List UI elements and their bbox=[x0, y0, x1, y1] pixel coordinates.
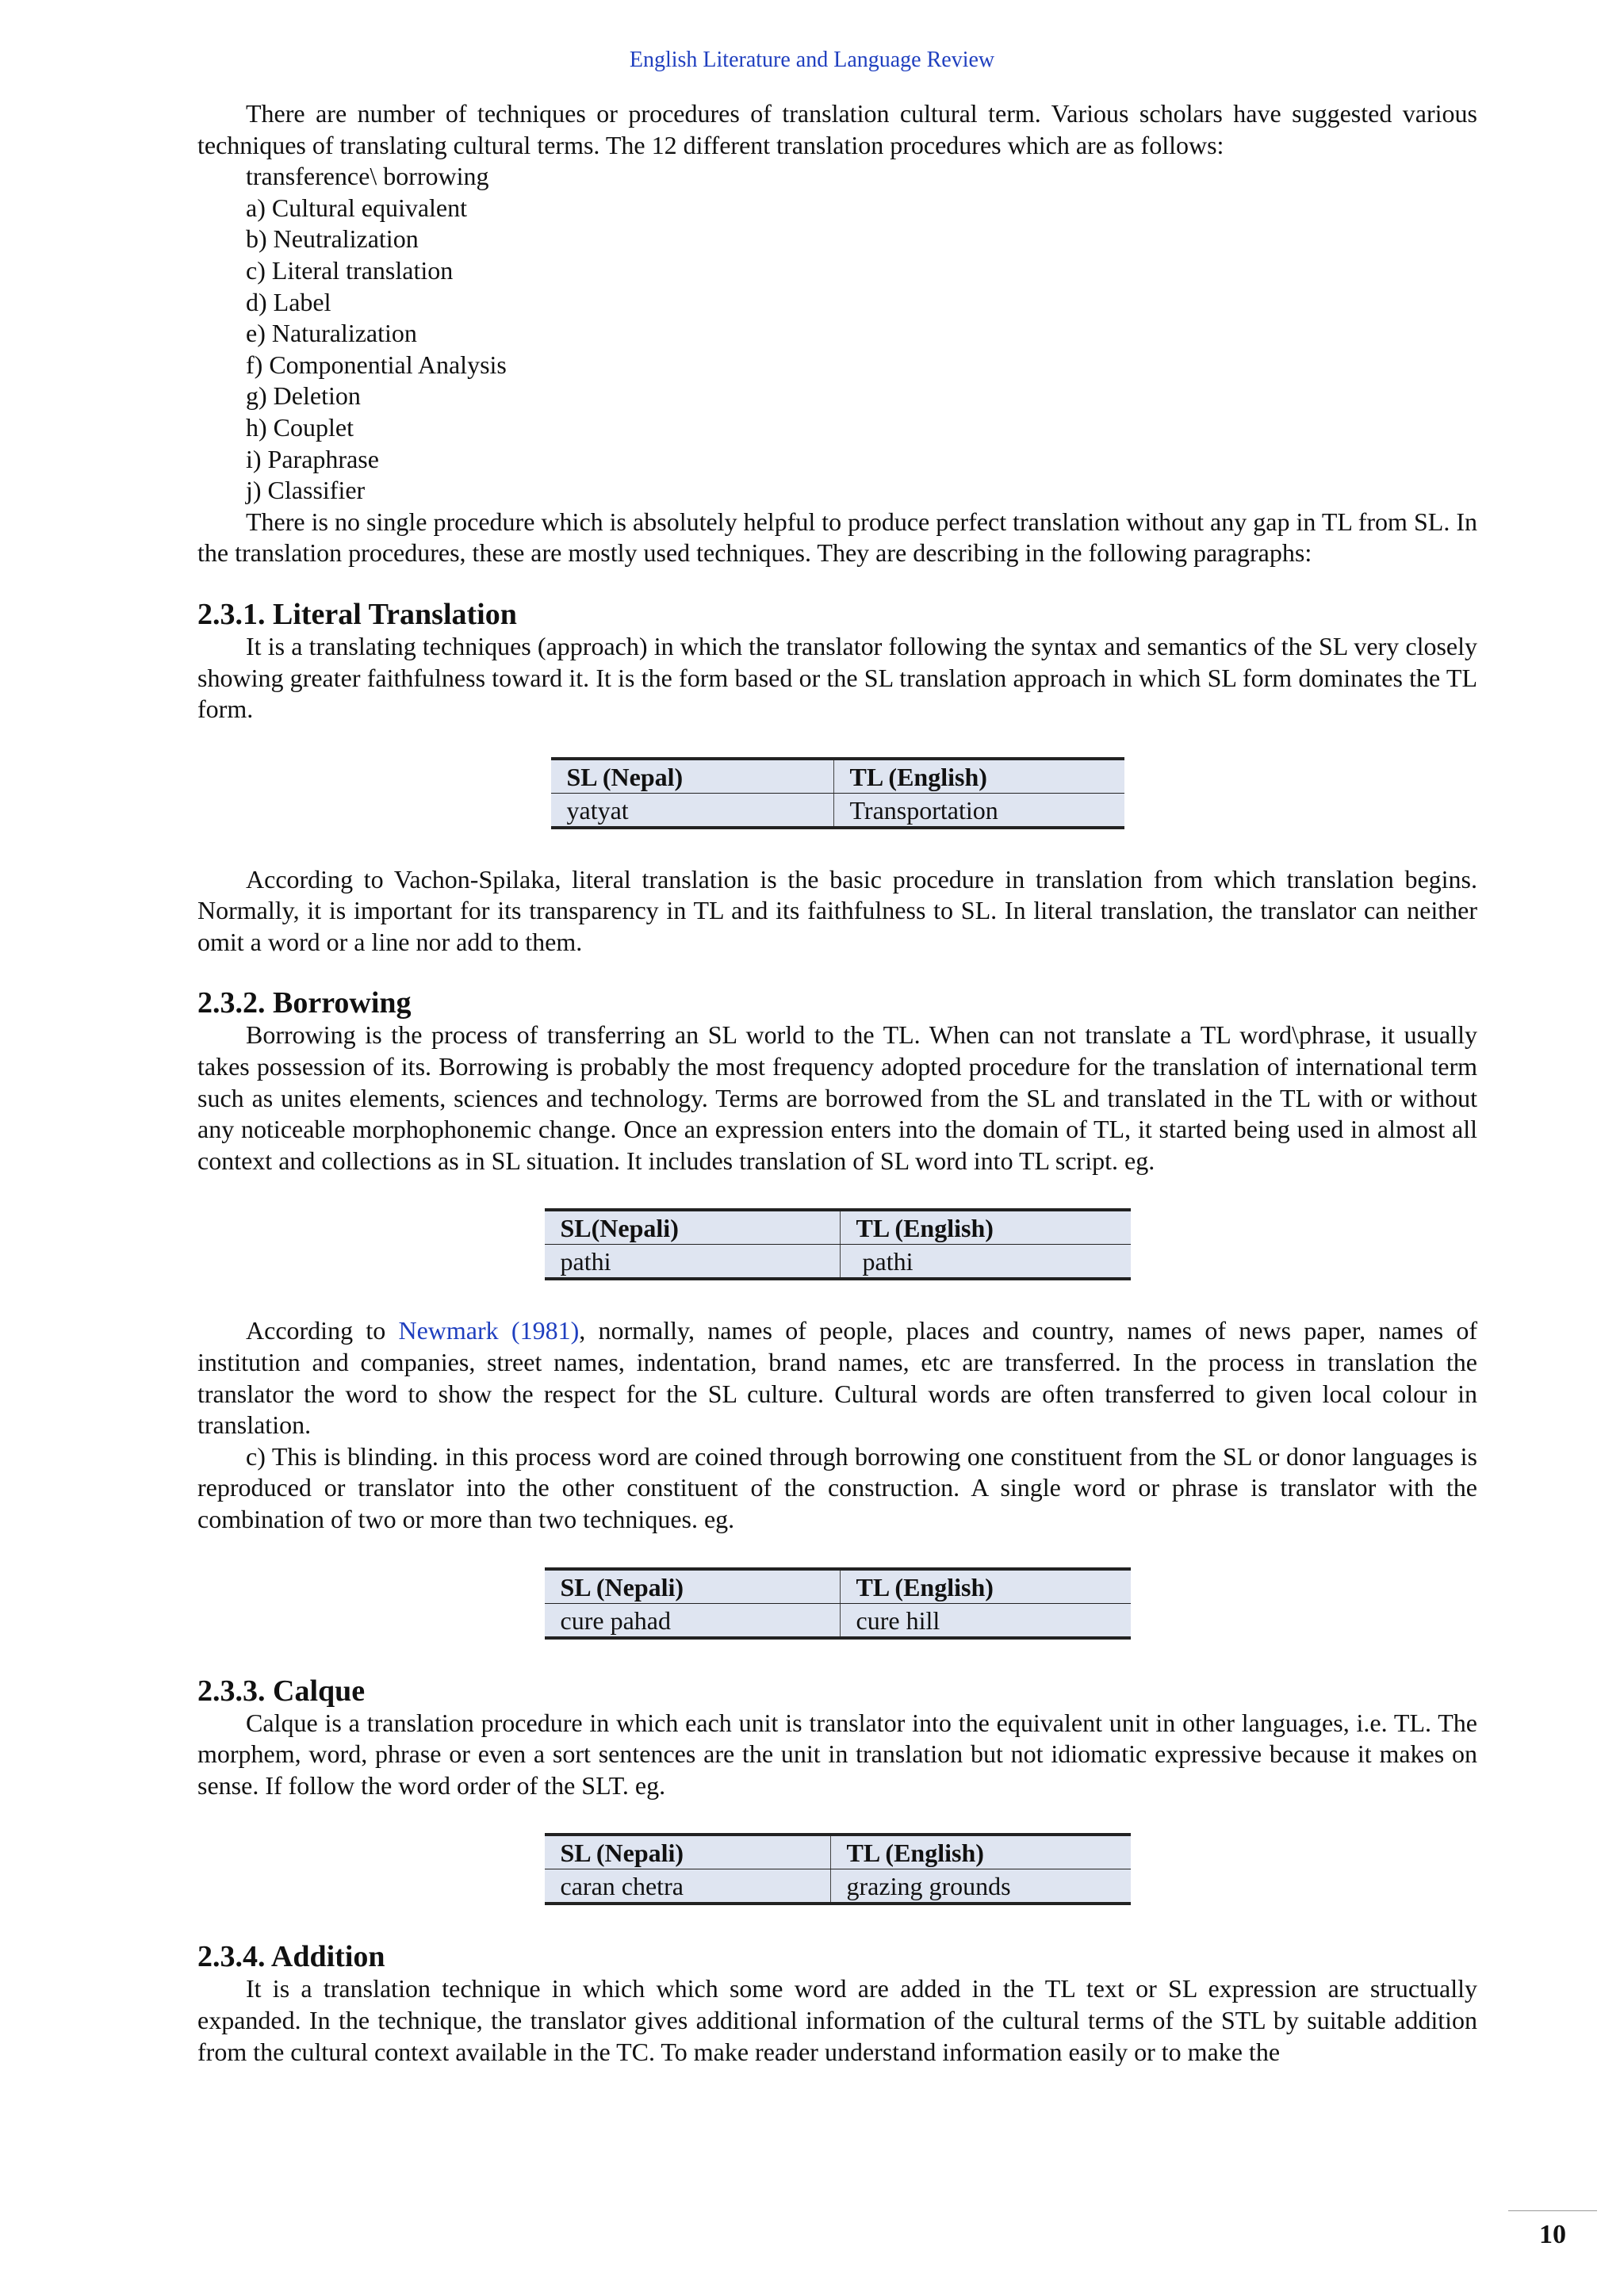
table-header-cell: SL (Nepali) bbox=[545, 1835, 831, 1869]
table-row bbox=[545, 1603, 1131, 1638]
list-item: f) Componential Analysis bbox=[246, 350, 507, 379]
table-cell: caran chetra bbox=[545, 1869, 831, 1904]
table-cell: Transportation bbox=[833, 793, 1124, 828]
table-cell: pathi bbox=[840, 1245, 1131, 1280]
paragraph: It is a translating techniques (approach) in which the translator following the syntax and semantics of the SL very closely showing greater faithfulness toward it. It is the form based or the SL translation approach in which SL form dominates the TL form. bbox=[197, 631, 1477, 724]
table-row bbox=[551, 793, 1124, 828]
paragraph: There are number of techniques or procedures of translation cultural term. Various scholars have suggested various techniques of translating cultural terms. The 12 different translation procedures which are as follows: bbox=[197, 99, 1477, 159]
example-table bbox=[551, 757, 1124, 829]
table-header-cell: SL (Nepal) bbox=[551, 759, 834, 794]
table-header-cell: SL(Nepali) bbox=[545, 1210, 841, 1245]
table-header-row bbox=[545, 1835, 1131, 1869]
table-row bbox=[545, 1869, 1131, 1904]
table-header-cell: SL (Nepali) bbox=[545, 1569, 841, 1604]
paragraph: Calque is a translation procedure in which each unit is translator into the equivalent unit in other languages, i.e. TL. The morphem, word, phrase or even a sort sentences are the unit in translation but not idiomatic expressive because it makes on sense. If follow the word order of the SLT. eg. bbox=[197, 1708, 1477, 1800]
text-run: , normally, names of people, places and country, names of news paper, names of institution and companies, street names, indentation, brand names, etc are transferred. In the process in translation the translator the word to show the respect for the SL culture. Cultural words are often transferred to given local colour in translation. bbox=[197, 1316, 1478, 1440]
section-heading: 2.3.3. Calque bbox=[197, 1674, 366, 1708]
text-run: According to bbox=[246, 1316, 399, 1345]
paragraph: According to Vachon-Spilaka, literal translation is the basic procedure in translation from which translation begins. Normally, it is important for its transparency in TL and its faithfulness to SL. In literal translation, the translator can neither omit a word or a line nor add to them. bbox=[197, 864, 1477, 956]
section-heading: 2.3.1. Literal Translation bbox=[197, 597, 517, 631]
procedure-list bbox=[197, 161, 1477, 507]
list-item: h) Couplet bbox=[246, 412, 354, 442]
table-cell: cure hill bbox=[840, 1603, 1131, 1638]
paragraph: c) This is blinding. in this process word are coined through borrowing one constituent from the SL or donor languages is reproduced or translator into the other constituent of the construction. A single word or phrase is translator with the combination of two or more than two techniques. eg. bbox=[197, 1441, 1477, 1533]
table-wrapper bbox=[197, 1177, 1477, 1315]
paragraph: Borrowing is the process of transferring an SL world to the TL. When can not translate a TL word\phrase, it usually takes possession of its. Borrowing is probably the most frequency adopted procedure for the translation of international term such as unites elements, sciences and technology. Terms are borrowed from the SL and translated in the TL with or without any noticeable morphophonemic change. Once an expression enters into the domain of TL, it started being used in almost all context and collections as in SL situation. It includes translation of SL word into TL script. eg. bbox=[197, 1020, 1477, 1175]
list-item: i) Paraphrase bbox=[246, 444, 379, 473]
example-table bbox=[545, 1567, 1131, 1640]
paragraph: There is no single procedure which is absolutely helpful to produce perfect translation without any gap in TL from SL. In the translation procedures, these are mostly used techniques. They are describing in the following paragraphs: bbox=[197, 507, 1477, 568]
list-item: transference\ borrowing bbox=[246, 162, 489, 191]
page-number: 10 bbox=[1539, 2220, 1566, 2249]
page-number-rule bbox=[1508, 2210, 1597, 2211]
section-heading: 2.3.2. Borrowing bbox=[197, 986, 412, 1020]
table-cell: pathi bbox=[545, 1245, 841, 1280]
citation-link[interactable]: Newmark (1981) bbox=[398, 1316, 580, 1345]
table-header-cell: TL (English) bbox=[840, 1569, 1131, 1604]
list-item: b) Neutralization bbox=[246, 224, 419, 254]
section-heading: 2.3.4. Addition bbox=[197, 1940, 385, 1974]
list-item: e) Naturalization bbox=[246, 319, 417, 348]
table-wrapper bbox=[197, 725, 1477, 864]
table-header-cell: TL (English) bbox=[833, 759, 1124, 794]
table-header-cell: TL (English) bbox=[830, 1835, 1131, 1869]
journal-title: English Literature and Language Review bbox=[629, 48, 995, 72]
example-table bbox=[545, 1208, 1131, 1280]
table-wrapper bbox=[197, 1801, 1477, 1940]
list-item: j) Classifier bbox=[246, 476, 366, 505]
table-cell: yatyat bbox=[551, 793, 834, 828]
table-header-row bbox=[545, 1210, 1131, 1245]
table-wrapper bbox=[197, 1536, 1477, 1674]
paragraph: It is a translation technique in which which some word are added in the TL text or SL expression are structually expanded. In the technique, the translator gives additional information of the cultural terms of the STL by suitable addition from the cultural context available in the TC. To make reader understand information easily or to make the bbox=[197, 1974, 1477, 2066]
list-item: g) Deletion bbox=[246, 381, 361, 411]
paragraph bbox=[197, 1315, 1477, 1441]
list-item: a) Cultural equivalent bbox=[246, 193, 468, 222]
table-cell: cure pahad bbox=[545, 1603, 841, 1638]
list-item: d) Label bbox=[246, 287, 331, 316]
table-row bbox=[545, 1245, 1131, 1280]
table-header-row bbox=[551, 759, 1124, 794]
list-item: c) Literal translation bbox=[246, 255, 454, 285]
table-header-cell: TL (English) bbox=[840, 1210, 1131, 1245]
table-header-row bbox=[545, 1569, 1131, 1604]
page-body bbox=[197, 98, 1477, 2068]
example-table bbox=[545, 1833, 1131, 1905]
table-cell: grazing grounds bbox=[830, 1869, 1131, 1904]
